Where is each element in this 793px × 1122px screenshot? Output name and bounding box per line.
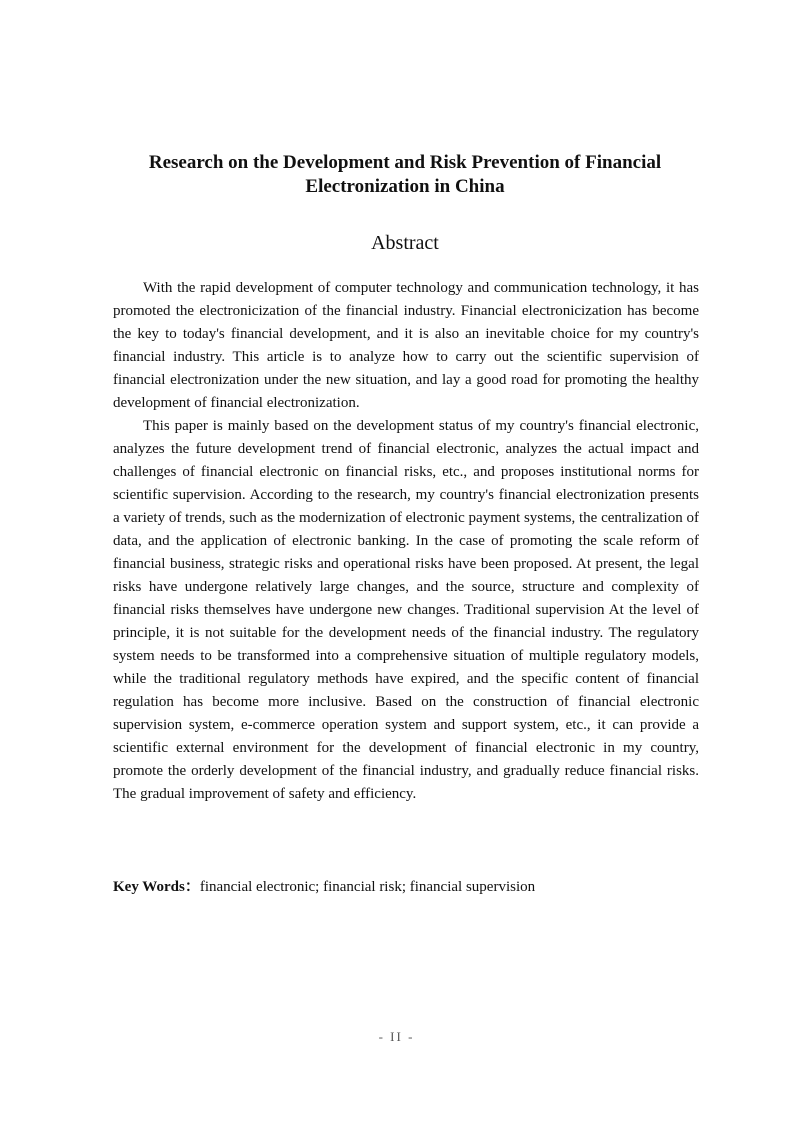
keywords-label: Key Words： bbox=[113, 879, 200, 895]
keywords-line bbox=[113, 876, 699, 899]
abstract-heading: Abstract bbox=[371, 232, 439, 254]
abstract-paragraph-2: This paper is mainly based on the development status of my country's financial electronic, analyzes the future development trend of financial electronic, analyzes the actual impact and challenges of financial electronic on financial risks, etc., and proposes institutional norms for scientific supervision. According to the research, my country's financial electronization presents a variety of trends, such as the modernization of electronic payment systems, the centralization of data, and the application of electronic banking. In the case of promoting the scale reform of financial business, strategic risks and operational risks have been proposed. At present, the legal risks have undergone relatively large changes, and the source, structure and complexity of financial risks themselves have undergone new changes. Traditional supervision At the level of principle, it is not suitable for the development needs of the financial industry. The regulatory system needs to be transformed into a comprehensive situation of multiple regulatory models, while the traditional regulatory methods have expired, and the specific content of financial regulation has become more inclusive. Based on the construction of financial electronic supervision system, e-commerce operation system and support system, etc., it can provide a scientific external environment for the development of financial electronic in my country, promote the orderly development of the financial industry, and gradually reduce financial risks. The gradual improvement of safety and efficiency. bbox=[113, 418, 699, 802]
keywords-text: financial electronic; financial risk; financial supervision bbox=[199, 879, 536, 895]
paper-title-line-2: Electronization in China bbox=[305, 176, 505, 197]
abstract-paragraph-1: With the rapid development of computer technology and communication technology, it has promoted the electronicization of the financial industry. Financial electronicization has become the key to today's financial development, and it is also an inevitable choice for my country's financial industry. This article is to analyze how to carry out the scientific supervision of financial electronization under the new situation, and lay a good road for promoting the healthy development of financial electronization. bbox=[113, 280, 699, 411]
paper-title bbox=[100, 151, 710, 199]
abstract-body bbox=[113, 277, 699, 806]
paper-title-line-1: Research on the Development and Risk Prevention of Financial bbox=[148, 152, 662, 173]
page-number: - II - bbox=[378, 1029, 415, 1044]
